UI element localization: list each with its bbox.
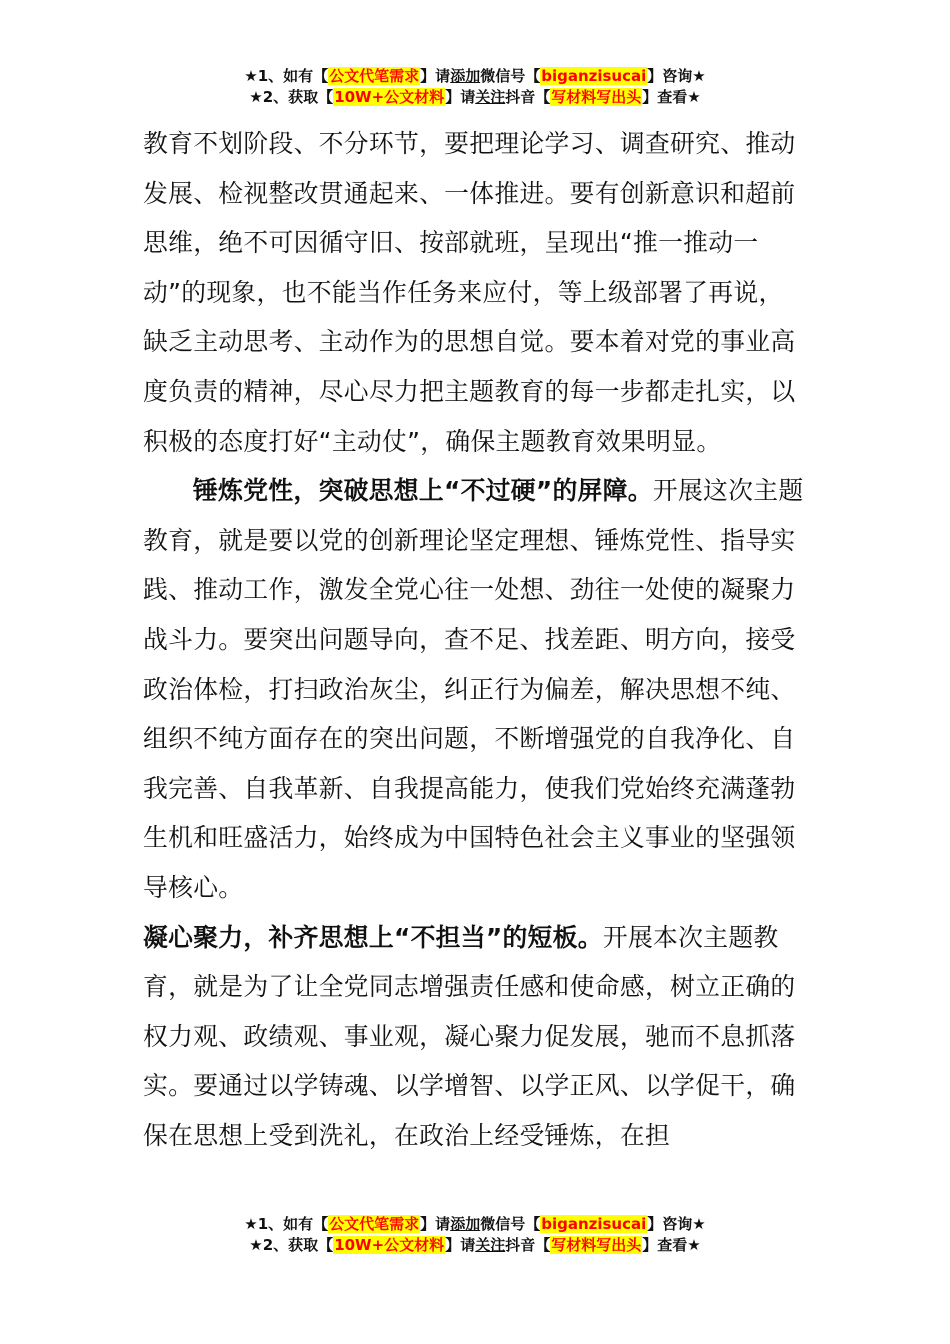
banner-text: 关注: [475, 1236, 506, 1254]
banner-text: 抖音【: [505, 88, 551, 106]
paragraph-heading: 锤炼党性，突破思想上“不过硬”的屏障。: [193, 476, 653, 506]
highlight-text: 10W+公文材料: [334, 88, 445, 106]
banner-line-2: [0, 1235, 950, 1256]
banner-text: 】咨询★: [647, 1215, 706, 1233]
document-body: [143, 119, 808, 1160]
paragraph-3: [143, 913, 808, 1161]
footer-banner: [0, 1214, 950, 1256]
douyin-id: 写材料写出头: [551, 88, 642, 106]
banner-text: 】请: [420, 1215, 451, 1233]
banner-line-2: [0, 87, 950, 108]
banner-text: ★2、获取【: [249, 88, 334, 106]
banner-line-1: [0, 1214, 950, 1235]
banner-text: ★1、如有【: [244, 1215, 329, 1233]
banner-text: 】请: [445, 88, 476, 106]
banner-text: 】请: [420, 67, 451, 85]
banner-text: 微信号【: [480, 1215, 541, 1233]
banner-text: 】查看★: [642, 88, 701, 106]
douyin-id: 写材料写出头: [551, 1236, 642, 1254]
banner-text: 添加: [450, 67, 481, 85]
highlight-text: 10W+公文材料: [334, 1236, 445, 1254]
banner-text: ★1、如有【: [244, 67, 329, 85]
highlight-text: 公文代笔需求: [329, 1215, 420, 1233]
banner-text: ★2、获取【: [249, 1236, 334, 1254]
wechat-id: biganzisucai: [541, 1215, 647, 1233]
banner-text: 关注: [475, 88, 506, 106]
banner-text: 】查看★: [642, 1236, 701, 1254]
highlight-text: 公文代笔需求: [329, 67, 420, 85]
header-banner: [0, 66, 950, 108]
banner-text: 添加: [450, 1215, 481, 1233]
banner-text: 】咨询★: [647, 67, 706, 85]
paragraph-heading: 凝心聚力，补齐思想上“不担当”的短板。: [143, 922, 603, 952]
paragraph-text: 开展本次主题教育，就是为了让全党同志增强责任感和使命感，树立正确的权力观、政绩观、事业观，凝心聚力促发展，驰而不息抓落实。要通过以学铸魂、以学增智、以学正风、以学促干，确保在思想上受到洗礼，在政治上经受锤炼，在担: [143, 922, 796, 1150]
banner-text: 】请: [445, 1236, 476, 1254]
paragraph-1: 教育不划阶段、不分环节，要把理论学习、调查研究、推动发展、检视整改贯通起来、一体推进。要有创新意识和超前思维，绝不可因循守旧、按部就班，呈现出“推一推动一动”的现象，也不能当作任务来应付，等上级部署了再说，缺乏主动思考、主动作为的思想自觉。要本着对党的事业高度负责的精神，尽心尽力把主题教育的每一步都走扎实，以积极的态度打好“主动仗”，确保主题教育效果明显。: [143, 129, 796, 456]
paragraph-text: 开展这次主题教育，就是要以党的创新理论坚定理想、锤炼党性、指导实践、推动工作，激发全党心往一处想、劲往一处使的凝聚力战斗力。要突出问题导向，查不足、找差距、明方向，接受政治体检，打扫政治灰尘，纠正行为偏差，解决思想不纯、组织不纯方面存在的突出问题，不断增强党的自我净化、自我完善、自我革新、自我提高能力，使我们党始终充满蓬勃生机和旺盛活力，始终成为中国特色社会主义事业的坚强领导核心。: [143, 476, 804, 902]
wechat-id: biganzisucai: [541, 67, 647, 85]
banner-text: 微信号【: [480, 67, 541, 85]
banner-text: 抖音【: [505, 1236, 551, 1254]
paragraph-2: [143, 466, 808, 912]
banner-line-1: [0, 66, 950, 87]
